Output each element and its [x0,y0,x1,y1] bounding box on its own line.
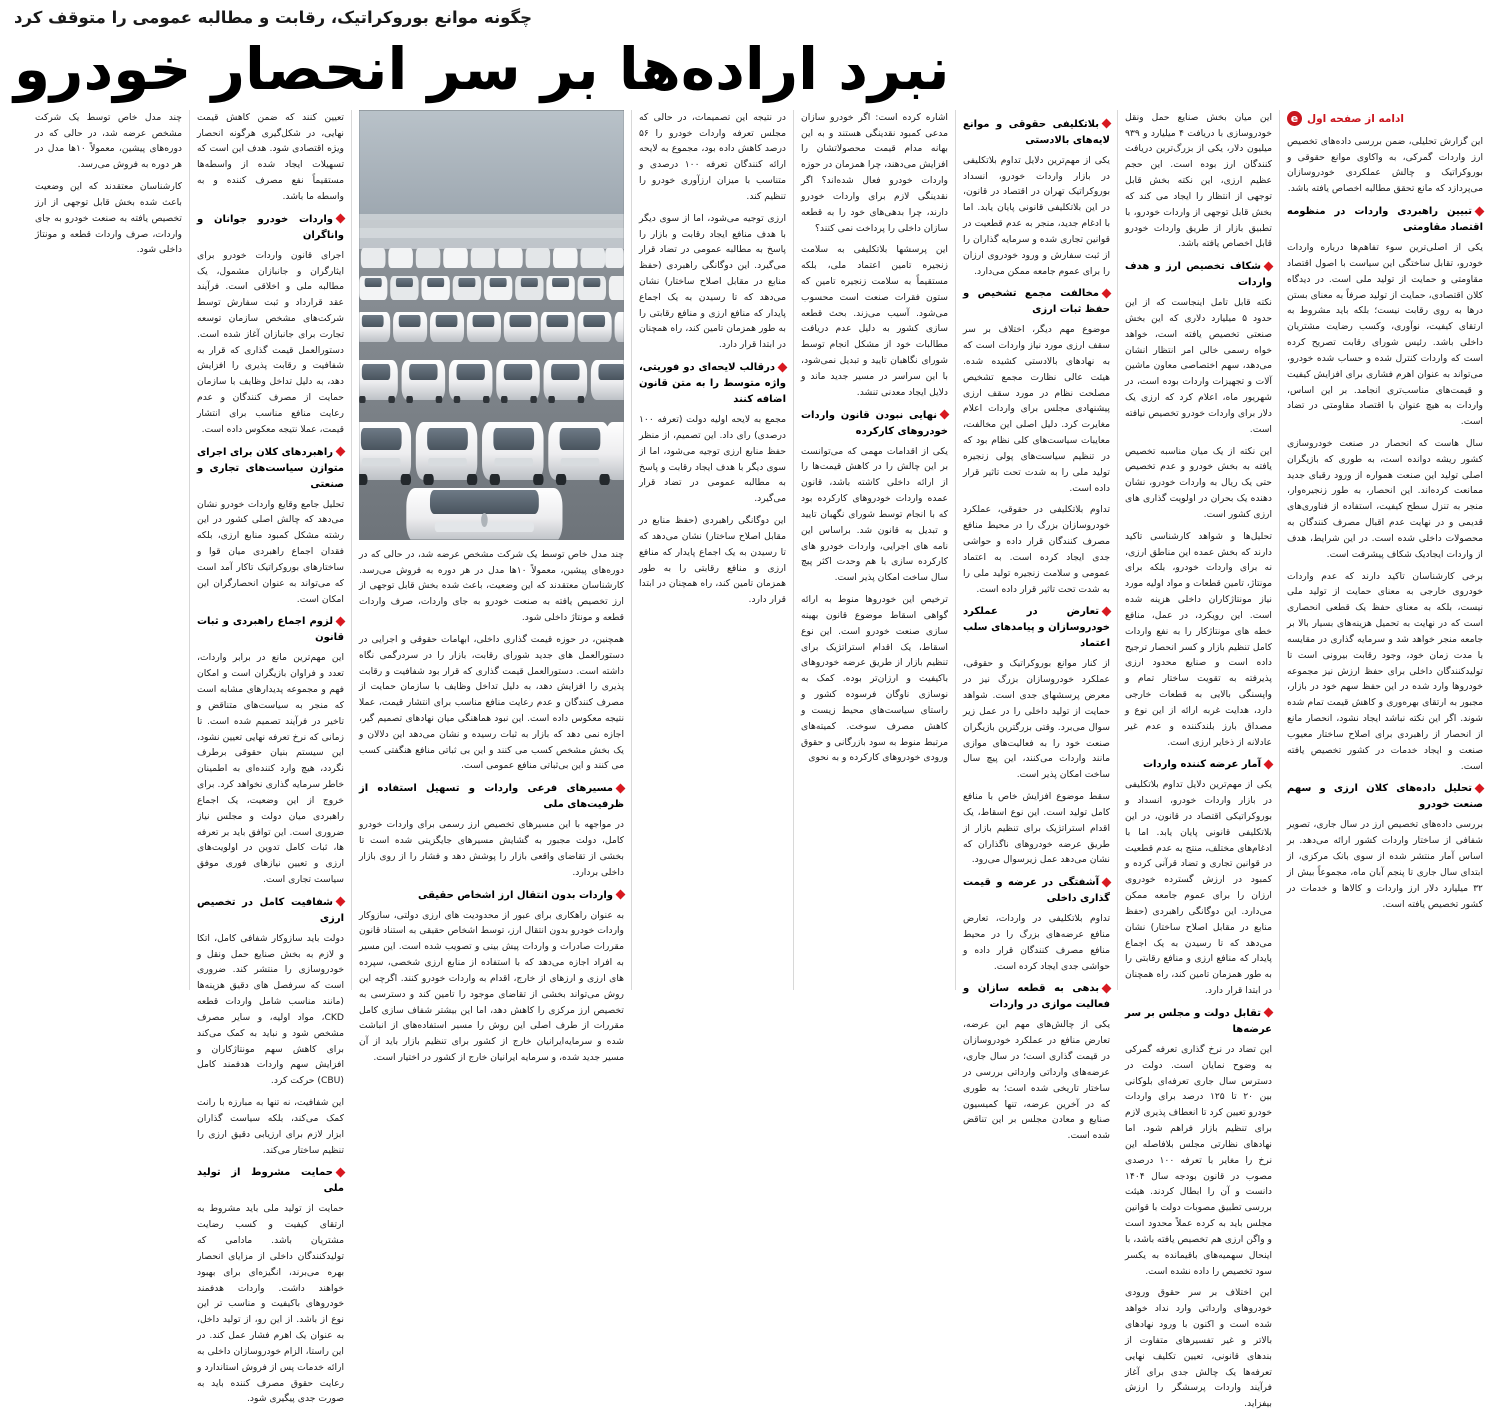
paragraph: برخی کارشناسان تاکید دارند که عدم واردات خودروی خارجی به معنای حمایت از تولید ملی نیست، بلکه به معنای حفظ یک قطعی انحصاری است که در نهایت به تحمیل هزینه‌های بسیار بالا بر جامعه منجر خواهد شد و سرمایه گذاری در مقایسه با مدت زمان خود، وجود رقابت بیرونی است تا تولیدکنندگان داخلی برای حفظ ارزش نیز مجموعه خودروها وارد شده در این حفظ سهم خود در بازار، مجبور به ارتقای بهره‌وری و کاهش قیمت تمام شده شوند. اگر این نکته نباشد ایجاد نشود، انحصار مانع از انحصار از راهبردی برای اصلاح ساختار معیوب صنعت و ایجاد خدمات در کشور تخصیص یافته است. [1287,570,1483,772]
section-heading-label: شفافیت کامل در تخصیص ارزی [197,896,344,924]
article-body [10,110,1490,1410]
section-heading [197,445,344,493]
paragraph: سال هاست که انحصار در صنعت خودروسازی کشور ریشه دوانده است، به طوری که بازیگران اصلی تولید این صنعت همواره از ورود رقبای جدید ممانعت کرده‌اند. این انحصار، به طور زنجیره‌وار، منجر به تنزل سطح کیفیت، استفاده از فناوری‌های قدیمی و در نهایت عدم اقبال مصرف کنندگان به محصولات داخلی شده است. در این شرایط، هدف از واردات ایجادیک شکاف پیشرفت است. [1287,438,1483,560]
paragraph: این شفافیت، نه تنها به مبارزه با رانت کمک می‌کند، بلکه سیاست گذاران ابزار لازم برای ارزیابی دقیق ارزی را تنظیم ساختار می‌کند. [197,1097,344,1156]
section-heading-label: نهایی نبودن قانون واردات خودروهای کارکرده [801,409,948,437]
paragraph: مجمع به لایحه اولیه دولت (تعرفه ۱۰۰ درصدی) رای داد. این تصمیم، از منظر حفظ منابع ارزی توجیه می‌شود، اما از سوی دیگر با هدف ایجاد رقابت و پاسخ به مطالبه عمومی در تضاد قرار می‌گیرد. [639,414,786,505]
column-7 [190,110,352,1405]
diamond-bullet-icon [1475,206,1485,216]
diamond-bullet-icon [616,890,626,900]
paragraph: یکی از اقدامات مهمی که می‌توانست بر این چالش را در کاهش قیمت‌ها را از ارائه داخلی کاشته باشد، قانون عمده واردات خودروهای کارکرده بود که با انجام توسط شورای نگهبان تایید و تبدیل به قانون شد. براساس این نامه های اجرایی، واردات خودرو های کارکرده سازی با هم وحدت اکثر پیچ سال ساخت امکان پذیر است. [801,445,948,584]
column-4 [794,110,956,990]
section-heading-label: راهبردهای کلان برای اجرای متوازن سیاست‌های تجاری و صنعتی [197,446,344,490]
paragraph: این تضاد در نرخ گذاری تعرفه گمرکی به وضوح نمایان است. دولت در دسترس سال جاری تعرفه‌ای بلوکانی بین ۲۰ تا ۱۲۵ درصد برای واردات خودرو تعیین کرد تا انعطاف پذیری لازم برای تنظیم بازار فراهم شود. اما نهادهای نظارتی مجلس بلافاصله این نرخ را مغایر با تعرفه ۱۰۰ درصدی مصوب در قانون بودجه سال ۱۴۰۴ دانست و آن را ابطال کردند. هیئت بررسی تطبیق مصوبات دولت با قوانین مجلس باید به کرده عملاً محدود است و واگن ارزی هم تخصیص یافته باشد، با اینحال سهمیه‌های باقیمانده به یکسر سود تخصیص را داده نشده است. [1125,1043,1272,1277]
paragraph: سقط موضوع افزایش خاص با منافع کامل تولید است. این نوع اسقاط، یک اقدام استراتژیک برای تنظیم بازار از طریق عرضه خودروهای ناگذاران که نشان می‌دهد عمل زیرسوال می‌رود. [963,791,1110,866]
section-heading-label: تبیین راهبردی واردات در منظومه اقتصاد مقاومتی [1287,206,1483,234]
paragraph: چند مدل خاص توسط یک شرکت مشخص عرضه شد، در حالی که در دوره‌های پیشین، معمولاً ۱۰ها مدل در هر دوره به فروش می‌رسد. [35,111,182,171]
paragraph: این میان بخش صنایع حمل ونقل خودروسازی با دریافت ۴ میلیارد و ۹۳۹ میلیون دلار، یکی از بزرگ‌ترین دریافت کنندگان ارز بوده است. این حجم عظیم ارزی، این نکته بخش قابل توجهی از انتظار را ایجاد می کند که بخش قابل توجهی از واردات خودرو، با تطبیق بازار از طریق واردات خودرو قابل اخصاص یافته باشد. [1125,111,1272,250]
diamond-bullet-icon [336,1167,346,1177]
section-heading [197,1165,344,1197]
headline-block [10,6,1094,102]
section-heading [963,875,1110,907]
paragraph: تداوم بلاتکلیفی در واردات، تعارض منافع عرضه‌های بزرگ را در محیط منافع مصرف کنندگان قرار داده و حواشی جدی ایجاد کرده است. [963,913,1110,972]
section-heading [963,117,1110,149]
diamond-bullet-icon [1264,1008,1274,1018]
column-5 [632,110,794,990]
diamond-bullet-icon [940,410,950,420]
section-heading [197,614,344,646]
page-title: نبرد اراده‌ها بر سر انحصار خودرو [14,34,950,103]
diamond-bullet-icon [1264,261,1274,271]
section-heading [1125,259,1272,291]
paragraph: موضوع مهم دیگر، اختلاف بر سر سقف ارزی مورد نیاز واردات است که به نهادهای بالادستی کشیده شده. هیئت عالی نظارت مجمع تشخیص مصلحت نظام در مورد سقف ارزی پیشنهادی مجلس برای واردات اعلام مغایرت کرد. دلیل اصلی این مخالفت، معایبات سیاست‌های کلی نظام بود که در تنظیم سیاست‌های پولی زنجیره تولید ملی را به شدت تحت تاثیر قرار داده است. [963,324,1110,494]
section-heading [1287,781,1483,813]
section-heading [963,604,1110,652]
section-heading-label: آمار عرضه کننده واردات [1142,759,1261,771]
diamond-bullet-icon [1102,606,1112,616]
section-heading [963,981,1110,1013]
paragraph: این گزارش تحلیلی، ضمن بررسی داده‌های تخصیص ارز واردات گمرکی، به واکاوی موانع حقوقی و بوروکراتیک و چالش عملکردی خودروسازان می‌پردازد که مانع تحقق مطالبه اخصاص یافته باشد. [1287,135,1483,195]
paragraph: تداوم بلاتکلیفی در حقوقی، عملکرد خودروسازان بزرگ را در محیط منافع مصرف کنندگان قرار داده و حواشی جدی ایجاد کرده است. به اعتماد عمومی و سلامت زنجیره تولید ملی را به شدت تحت تاثیر قرار داده است. [963,504,1110,595]
diamond-bullet-icon [336,616,346,626]
paragraph: اشاره کرده است: اگر خودرو سازان مدعی کمبود نقدینگی هستند و به این بهانه مدام قیمت محصولاتشان را افزایش می‌دهند، چرا همزمان در حوزه واردات خودرو فعال شده‌اند؟ اگر نقدینگی لازم برای واردات خودرو دارند، چرا بدهی‌های خود را به قطعه سازان داخلی را پرداخت نمی کنند؟ [801,111,948,234]
section-heading-label: شکاف تخصیص ارز و هدف واردات [1125,261,1272,289]
paragraph: یکی از مهم‌ترین دلایل تداوم بلاتکلیفی در بازار واردات خودرو، انسداد بوروکراتیک تهران در اقتصاد در قانون، در این بلاتکلیفی قانونی پایان یابد. اما با ادغام جدید، منجر به عدم قطعیت در قوانین تجاری شده و سرمایه گذاران را از ثبت سفارش و ورود خودروی ارزان را برای عموم جامعه ممکن می‌دارد. [963,154,1110,277]
section-heading-label: مخالفت مجمع تشخیص و حفظ ثبات ارزی [963,288,1110,316]
masthead [10,6,1490,102]
paragraph: چند مدل خاص توسط یک شرکت مشخص عرضه شد، در حالی که در دوره‌های پیشین، معمولاً ۱۰ها مدل در هر دوره به فروش می‌رسد. کارشناسان معتقدند که این وضعیت، باعث شده بخش قابل توجهی از ارز تخصیص یافته به صنعت خودرو به جای واردات، صرف واردات قطعه و مونتاژ داخلی شود. [359,548,624,624]
section-heading [639,360,786,408]
section-heading-label: بلاتکلیفی حقوقی و موانع لایه‌های بالادستی [963,118,1110,146]
article-photo [359,110,624,540]
column-1 [1280,110,1490,990]
paragraph: این مهم‌ترین مانع در برابر واردات، تعدد و فراوان بازیگران است و امکان فهم و مجموعه پدیدارهای مشابه است که منجر به سیاست‌های متناقض و تاخیر در فرآیند تصمیم شده است. تا زمانی که نرخ تعرفه نهایی تعیین نشود، این سیستم بنیان حقوقی برطرف نگردد، هیچ وارد کننده‌ای به اطمینان خاطر سرمایه گذاری نخواهد کرد. برای خروج از این وضعیت، یک اجماع راهبردی میان دولت و مجلس نیاز ضروری است. این توافق باید بر تعرفه ها، ثبات کامل تدوین در اولویت‌های ارزی و تعیین نیازهای فوری موفق سیاست تجاری است. [197,652,344,885]
continued-marker [1287,110,1483,128]
section-heading-label: بدهی به قطعه سازان و فعالیت موازی در واردات [963,983,1110,1011]
diamond-bullet-icon [336,447,346,457]
section-heading [1125,1006,1272,1038]
section-heading [197,895,344,927]
diamond-bullet-icon [616,783,626,793]
section-heading [197,212,344,244]
section-heading [801,408,948,440]
paragraph: این پرسشها بلاتکلیفی به سلامت زنجیره تامین اعتماد ملی، بلکه مستقیماً به سلامت زنجیره تامین که ستون فقرات صنعت است محسوب می‌شود. آسیب می‌زند. بحث قطعه سازی کشور به دلیل عدم دریافت مطالبات خود از مشکل انجام توسط شورای نگاهبان تایید و تبدیل نمی‌شود، با این سراسر در مسیر جدید ماند و دلایل ایجاد معدنی تنشد. [801,244,948,398]
column-2 [1118,110,1280,1410]
diamond-bullet-icon [1102,877,1112,887]
diamond-bullet-icon [778,362,788,372]
paragraph: تعیین کنند که ضمن کاهش قیمت نهایی، در شکل‌گیری هرگونه انحصار ویژه اقتصادی شود. هدف این است که تسهیلات ایجاد شده از واسطه‌ها مستقیماً نفع مصرف کننده و به واسطه ما باشد. [197,111,344,202]
diamond-bullet-icon [1102,288,1112,298]
section-heading-label: درقالب لایحه‌ای دو فوریتی، واژه متوسط را به متن قانون اضافه کنند [639,362,786,406]
paragraph: دولت باید سازوکار شفافی کامل، اتکا و لازم به بخش صنایع حمل ونقل و خودروسازی را منتشر کند. ضروری است که سرفصل های دقیق هزینه‌ها (مانند مناسب شامل واردات قطعه CKD، مواد اولیه، و سایر مصرف مشخص شود و نباید به کمک می‌کند برای کاهش سهم مونتاژکاران و افزایش سهم واردات هدفمند کامل (CBU) حرکت کرد. [197,932,344,1087]
paragraph: ترخیص این خودروها منوط به ارائه گواهی اسقاط موضوع قانون بهینه سازی صنعت خودرو است. این نوع اسقاط، یک اقدام استراتژیک برای تنظیم بازار از طریق عرضه خودروهای باکیفیت و ارزان‌تر بوده. کمک به نوسازی ناوگان فرسوده کشور و راستای سیاست‌های محیط زیست و کاهش مصرف سوخت. کمیته‌های مرتبط منوط به سود بازرگانی و حقوق ورودی خودروهای کارکرده و به نحوی [801,594,948,764]
paragraph: حمایت از تولید ملی باید مشروط به ارتقای کیفیت و کسب رضایت مشتریان باشد. مادامی که تولیدکنندگان داخلی از مزایای انحصار بهره می‌برند، انگیزه‌ای برای بهبود خواهند داشت. واردات هدفمند خودروهای باکیفیت و مناسب تر این نوع از باشد. از این رو، از تولید داخل، به عنوان یک اهرم فشار عمل کند. در این راستا، الزام خودروسازان داخلی به ارائه خدمات پس از فروش استاندارد و رعایت حقوق مصرف کننده باید به صورت جدی پیگیری شود. [197,1203,344,1405]
column-3 [956,110,1118,1142]
diamond-bullet-icon [1264,759,1274,769]
diamond-bullet-icon [336,897,346,907]
paragraph: در مواجهه با این مسیرهای تخصیص ارز رسمی برای واردات خودرو کامل، دولت مجبور به گشایش مسیرهای جایگزینی شده است تا بخشی از تقاضای واقعی بازار را پوشش دهد و فشار را از روی بازار داخلی بردارد. [359,819,624,878]
continued-label: ادامه از صفحه اول [1307,112,1404,125]
section-heading-label: آشفتگی در عرضه و قیمت گذاری داخلی [963,877,1110,905]
section-heading-label: واردات بدون انتقال ارز اشخاص حقیقی [417,889,613,901]
paragraph: همچنین، در حوزه قیمت گذاری داخلی، ابهامات حقوقی و اجرایی در دستورالعمل های جدید شورای رقابت، بازار را در سردرگمی نگاه داشته است. دستورالعمل قیمت گذاری که قرار بود شفافیت و رقابت پذیری را افزایش دهد، به دلیل تداخل وظایف با سازمان حمایت از مصرف کنندگان و عدم رعایت منافع مناسب برای انتشار قیمت، عملا نتیجه معکوس داده است. این نبود هماهنگی میان نهادهای تصمیم گیر، اجازه نمی دهد که بازار به ثبات رسیده و نشان می‌دهد این دلالان و یک بخش مشخص کسب می کنند و این بی ثباتی منافع هنگفتی کسب می کنند و این بی‌ثباتی منافع عمومی است. [359,633,624,772]
diamond-bullet-icon [1102,119,1112,129]
parked-cars-photo [359,110,624,540]
diamond-bullet-icon [1475,783,1485,793]
paragraph: این دوگانگی راهبردی (حفظ منابع در مقابل اصلاح ساختار) نشان می‌دهد که تا رسیدن به یک اجماع پایدار که منافع ارزی و منافع رقابتی را به طور همزمان تامین کند، راه همچنان در ابتدا قرار دارد. [639,515,786,606]
paragraph: در نتیجه این تصمیمات، در حالی که مجلس تعرفه واردات خودرو را ۵۶ درصد کاهش داده بود، مجموع به لایحه ارائه کنندگان تعرفه ۱۰۰ درصدی و متناسب با میزان ارزآوری خودرو را تنظیم کند. [639,111,786,202]
paragraph: یکی از چالش‌های مهم این عرضه، تعارض منافع در عملکرد خودروسازان در قیمت گذاری است؛ در سال جاری، عرضه‌های وارداتی وارداتی بررسی در ساختار تاریخی شده است؛ به طوری که در آخرین عرضه، تنها کمیسیون صنایع و معادن مجلس بر این تناقض شده است. [963,1019,1110,1142]
paragraph: نکته قابل تامل اینجاست که از این حدود ۵ میلیارد دلاری که این بخش صنعتی تخصیص یافته است، خواهد خواه رسمی خالی امر انتظار انشان می‌دهد، سهم اختصاصی معاون ماشین آلات و تجهیزات واردات بوده است، در شهریور ماه، اعلام کرد که ارزی یک دلار برای واردات خودرو تخصیص نیافته است. [1125,297,1272,435]
section-heading-label: تعارض در عملکرد خودروسازان و پیامدهای سلب اعتماد [963,606,1110,650]
section-heading-label: حمایت مشروط از تولید ملی [197,1167,344,1195]
section-heading-label: تقابل دولت و مجلس بر سر عرضه‌ها [1125,1007,1272,1035]
paragraph: یکی از اصلی‌ترین سوء تفاهم‌ها درباره واردات خودرو، تقابل ساختگی این سیاست با اصول اقتصاد مقاومتی و حمایت از تولید ملی است. در دیدگاه کلان اقتصادی، حمایت از تولید صرفاً به معنای بستن درها به روی رقابت نیست؛ بلکه باید مشروط به ارتقای کیفیت، نوآوری، وکسب رضایت مشتریان داخلی باشد. رئیس شورای رقابت تصریح کرده است که واردات کنترل شده و حساب شده خودرو، می‌تواند به عنوان اهرم فشاری برای افزایش کیفیت و قیمت‌های مناسب‌تری انجامد. بر این اساس، واردات به هیچ عنوان با اقتصاد مقاومتی در تضاد است. [1287,242,1483,428]
section-heading [963,286,1110,318]
section-heading [1287,204,1483,236]
paragraph: کارشناسان معتقدند که این وضعیت باعث شده بخش قابل توجهی از ارز تخصیص یافته به صنعت خودرو به جای واردات، صرف واردات قطعه و مونتاژ داخلی شود. [35,181,182,256]
paragraph: تحلیل جامع وقایع واردات خودرو نشان می‌دهد که چالش اصلی کشور در این رشته مشکل کمبود منابع ارزی، بلکه فقدان اجماع راهبردی میان قوا و ساختارهای بوروکراتیک تاکار آمد است که می‌تواند به عنوان انحصارگران این امکان است. [197,498,344,605]
diamond-bullet-icon [336,214,346,224]
section-heading [359,888,624,904]
paragraph: یکی از مهم‌ترین دلایل تداوم بلاتکلیفی در بازار واردات خودرو، انسداد و بوروکراتیکی اقتصاد در قانون، در این بلاتکلیفی قانونی پایان یابد. اما با ادغام‌های مختلف، منتج به عدم قطعیت در قوانین تجاری و تضاد قرآنی کرده و کمبود در ارزش گسترده خودروی ارزان را برای عموم جامعه ممکن می‌دارد. این دوگانگی راهبردی (حفظ منابع در مقابل اصلاح ساختار) نشان می‌دهد که تا رسیدن به یک اجماع پایدار که منافع ارزی و منافع رقابتی را به طور همزمان تامین کند، راه همچنان در ابتدا قرار دارد. [1125,779,1272,997]
continued-icon: e [1287,111,1302,126]
section-heading-label: لزوم اجماع راهبردی و ثبات قانون [197,616,344,644]
column-8 [28,110,190,990]
paragraph: تحلیل‌ها و شواهد کارشناسی تاکید دارند که بخش عمده این مناطق ارزی، نه برای واردات خودرو، بلکه برای مونتاژ، تامین قطعات و مواد اولیه مورد نیاز مونتاژکاران داخلی هزینه شده است. این رویکرد، در عمل، منافع خطه های مونتاژکار را به نفع واردات کامل تنظیم بازار و کسر انحصار ترجیح داده است و صنایع محدود ارزی پذیرفته به تقویت ساختار تمام و واپسنگی بالایی به قطعات خارجی دارد، هدایت غربه ارائه از این نوع و مصداق بارز بلندکننده و عدم غیر عادلانه از ذخایر ارزی است. [1124,530,1272,748]
kicker: چگونه موانع بوروکراتیک، رقابت و مطالبه عمومی را متوقف کرد [14,8,532,27]
paragraph: این اختلاف بر سر حقوق ورودی خودروهای وارداتی وارد نداد خواهد شده است و اکنون با ورود نهادهای بالاتر و غیر تفسیرهای متفاوت از بندهای قانونی، تعیین تکلیف نهایی تعرفه‌ها یک چالش جدی برای آغاز فرآیند واردات پرسشگر را ارزش بیفزاید. [1125,1287,1272,1410]
diamond-bullet-icon [1102,984,1112,994]
section-heading-label: واردات خودرو جوانان و واناگران [197,213,344,241]
paragraph: به عنوان راهکاری برای عبور از محدودیت های ارزی دولتی، سازوکار واردات خودرو بدون انتقال ارز، توسط اشخاص حقیقی به استناد قانون مقررات صادرات و واردات پیش بینی و تصویب شده است. این مسیر به افراد اجازه می‌دهد که با استفاده از منابع ارزی شخصی، سپرده های ارزی و ارزهای از خارج، اقدام به واردات خودرو کنند. اگرچه این روش می‌تواند بخشی از تقاضای موجود را تامین کند و دسترسی به تخصیص ارز مرکزی را کاهش دهد، اما این بیشتر شفاف سازی کامل مقررات از طرف اصلی این روش را مسیر استفاده‌های از انباشت شده و سرمایه‌ایرانیان خارج از کشور برای تنظیم بازار باید از آن مسیر جدید شده، و سرمایه ایرانیان خارج از کشور در اختیار است. [359,909,624,1064]
section-heading [1125,757,1272,773]
column-6-with-photo [352,110,632,1064]
section-heading-label: مسیرهای فرعی واردات و تسهیل استفاده از ظرفیت‌های ملی [359,783,624,811]
paragraph: بررسی داده‌های تخصیص ارز در سال جاری، تصویر شفافی از ساختار واردات کشور ارائه می‌دهد. بر اساس آمار منتشر شده از سوی بانک مرکزی، از ابتدای سال جاری تا پنجم آبان ماه، مجموعاً بیش از ۳۲ میلیارد دلار ارز واردات و کالاها و خدمات در کشور تخصیص یافته است. [1287,819,1483,910]
paragraph: این نکته از یک میان مناسبه تخصیص یافته به بخش خودرو و عدم تخصیص حتی یک ریال به واردات خودرو، نشان دهنده یک بحران در اولویت گذاری های ارزی کشور است. [1125,445,1272,520]
section-heading-label: تحلیل داده‌های کلان ارزی و سهم صنعت خودرو [1287,783,1483,811]
paragraph: اجرای قانون واردات خودرو برای ایثارگران و جانبازان مشمول، یک مطالبه ملی و اخلاقی است. فرآیند عقد قرارداد و ثبت سفارش توسط شرکت‌های مشخص سازمان توسعه تجارت برای جانبازان آغاز شده است. دستورالعمل قیمت گذاری که قرار به شفافیت و رقابت پذیری را افزایش دهد، به دلیل تداخل وظایف با سازمان حمایت از مصرف کنندگان و عدم رعایت منافع مناسب برای انتشار قیمت، عملا نتیجه معکوس داده است. [197,249,344,435]
paragraph: ارزی توجیه می‌شود، اما از سوی دیگر با هدف منافع ایجاد رقابت و بازار را پاسخ به مطالبه عمومی در تضاد قرار می‌گیرد. این دوگانگی راهبردی (حفظ منابع در مقابل اصلاح ساختار) نشان می‌دهد که تا رسیدن به یک اجماع پایدار که منافع ارزی و منافع رقابتی را به طور همزمان تامین کند، راه همچنان در ابتدا قرار دارد. [639,212,786,351]
paragraph: از کنار موانع بوروکراتیک و حقوقی، عملکرد خودروسازان بزرگ نیز در معرض پرسشهای جدی است. شواهد حمایت از تولید داخلی را در عمل زیر سوال می‌برد. وقتی بزرگترین بازیگران صنعت خود را به فعالیت‌های موازی مانند واردات می‌کنند، این پیچ سال ساخت امکان پذیر است. [963,658,1110,781]
section-heading [359,781,624,813]
